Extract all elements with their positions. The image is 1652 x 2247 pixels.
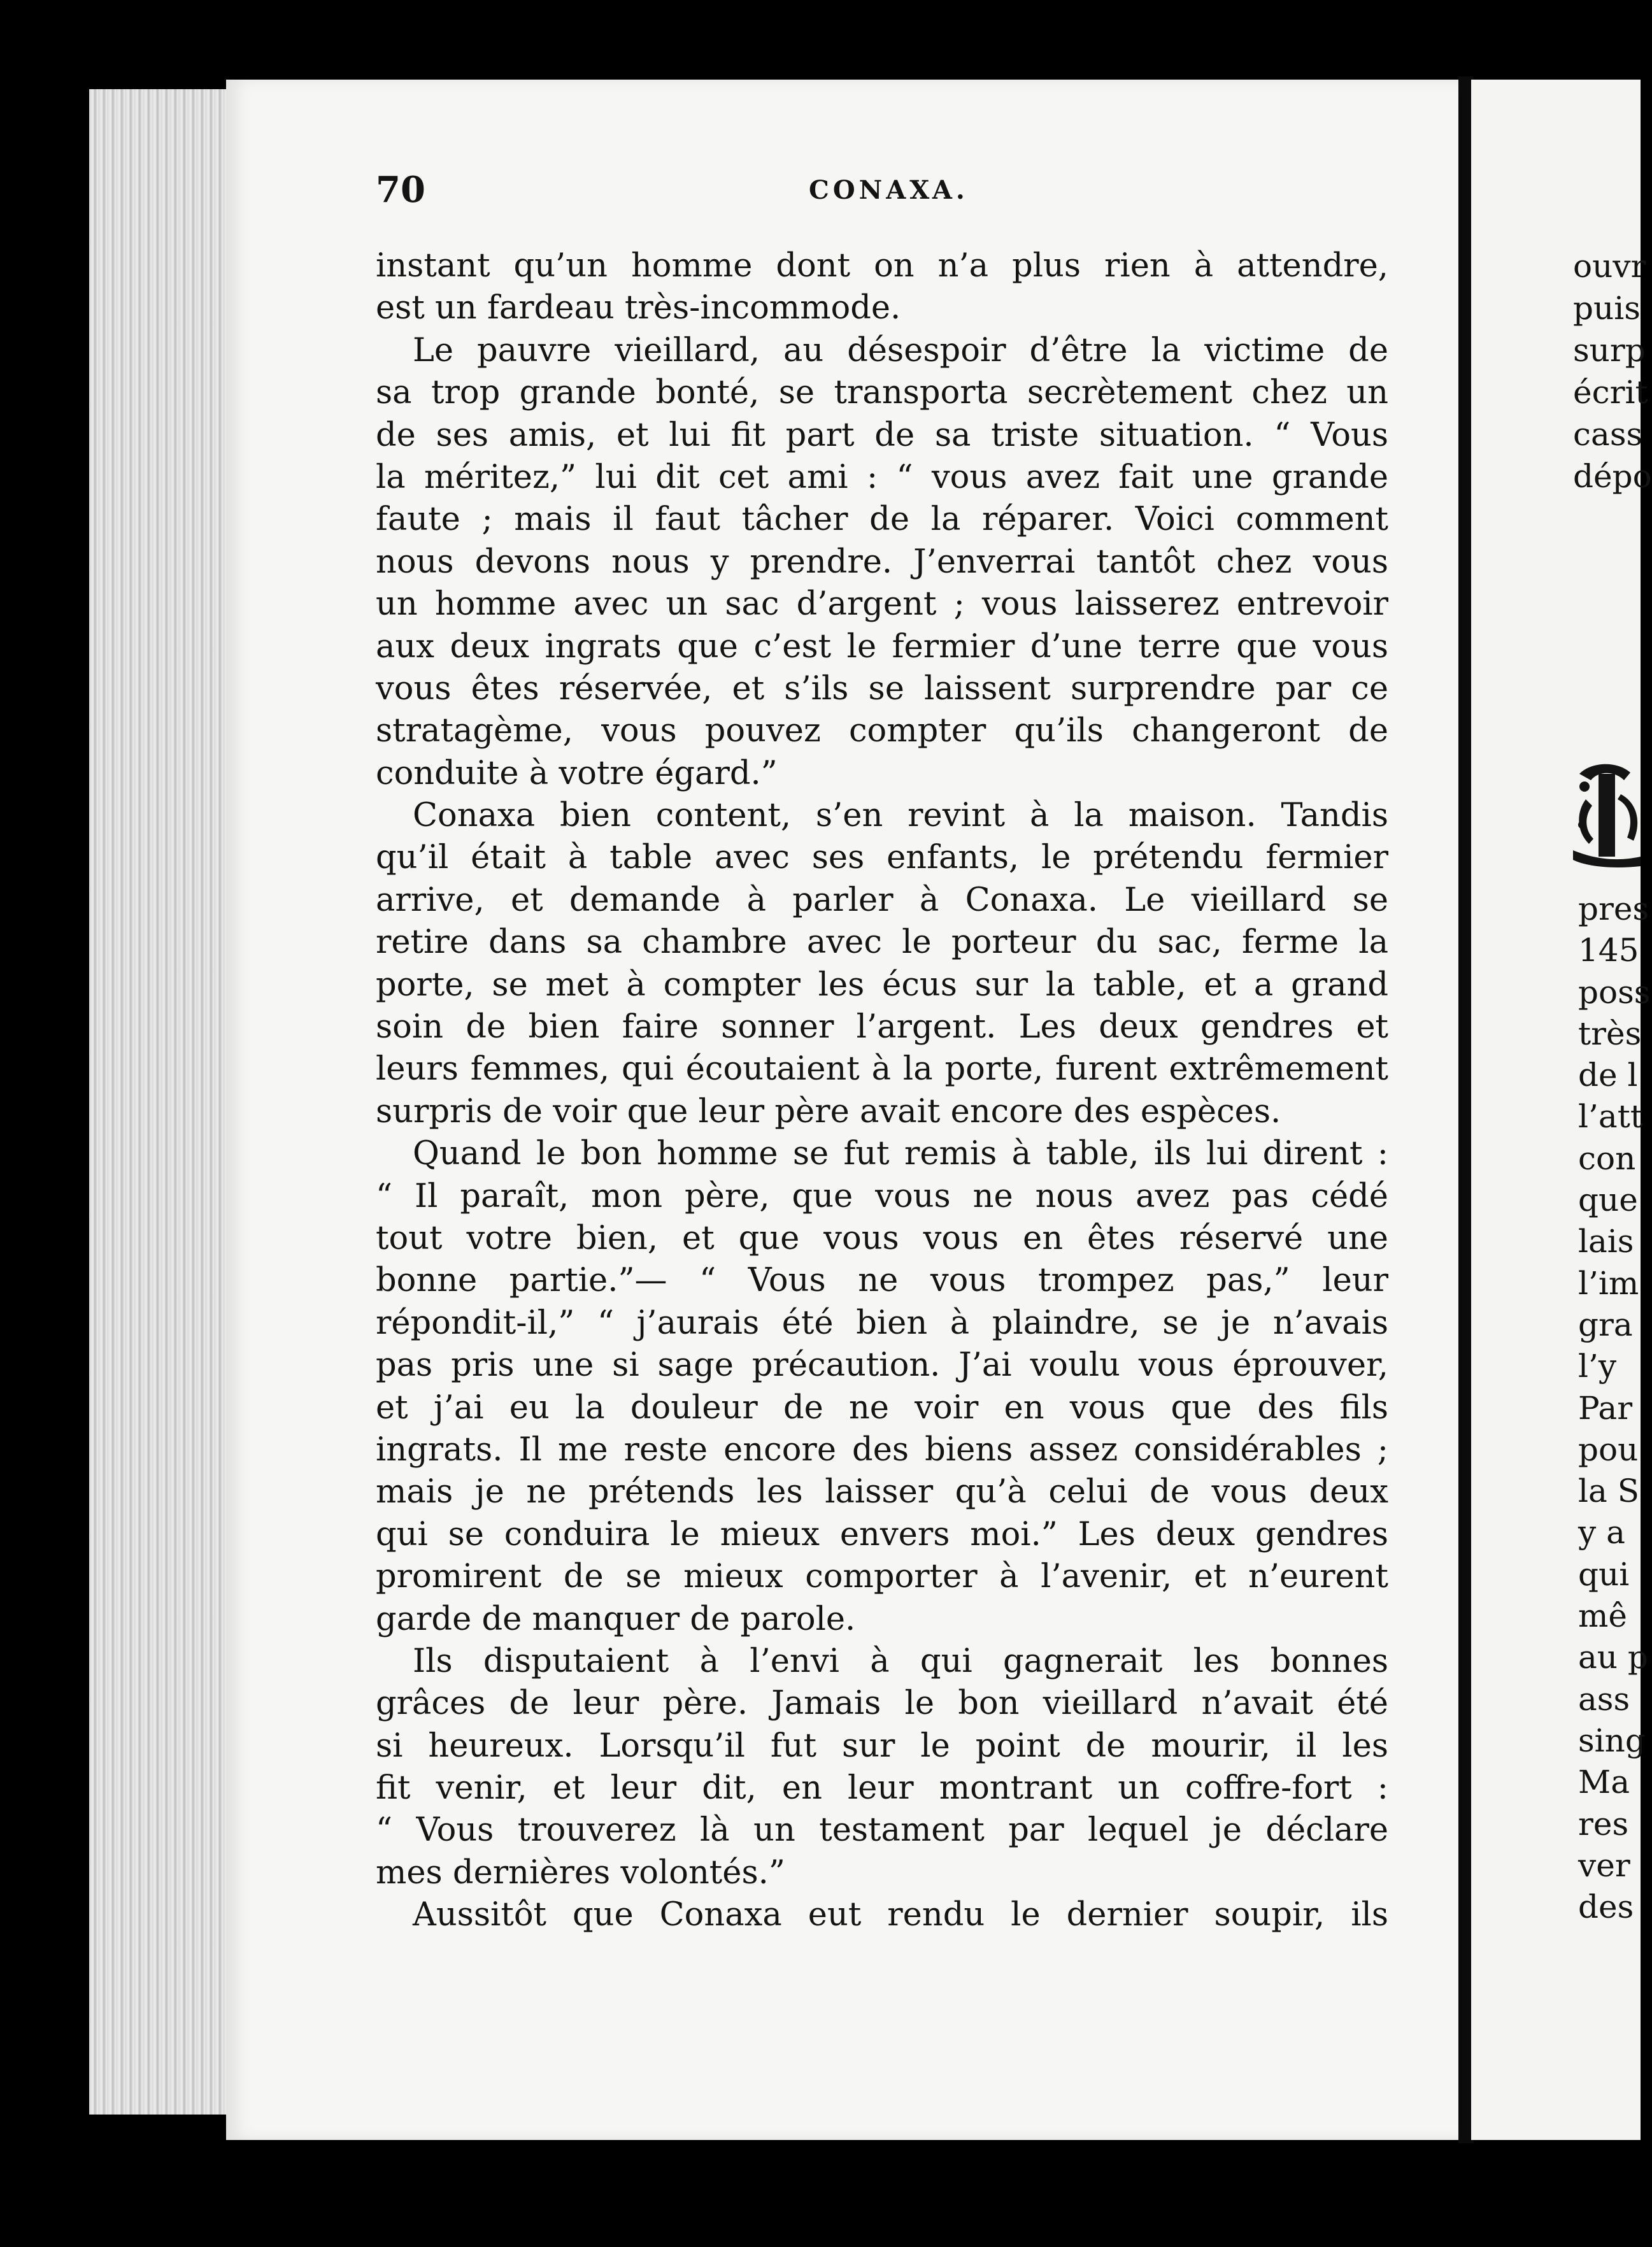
right-page-lower-fragments — [1578, 888, 1651, 1928]
text-line: vous êtes réservée, et s’ils se laissent surprendre par ce — [376, 669, 1388, 708]
fragment-line: pou — [1578, 1430, 1639, 1468]
text-line: tout votre bien, et que vous vous en êtes réservé une — [376, 1219, 1388, 1257]
fragment-line: l’att — [1578, 1098, 1643, 1136]
text-line: répondit-il,” “ j’aurais été bien à plaindre, se je n’avais — [376, 1304, 1388, 1342]
text-line: porte, se met à compter les écus sur la table, et a grand — [376, 966, 1388, 1004]
text-line: mais je ne prétends les laisser qu’à celui de vous deux — [376, 1473, 1388, 1511]
text-line: qui se conduira le mieux envers moi.” Les deux gendres — [376, 1515, 1388, 1553]
fragment-line: pres — [1578, 890, 1649, 927]
text-line: pas pris une si sage précaution. J’ai voulu vous éprouver, — [376, 1346, 1388, 1385]
fragment-line: Ma — [1578, 1764, 1630, 1801]
fragment-line: poss — [1578, 973, 1651, 1011]
fragment-line: l’y — [1578, 1348, 1617, 1385]
fragment-line: l’im — [1578, 1264, 1639, 1302]
fragment-line: res — [1578, 1805, 1629, 1843]
fragment-line: sing — [1578, 1722, 1646, 1759]
text-line: Ils disputaient à l’envi à qui gagnerait les bonnes — [413, 1642, 1388, 1680]
fragment-line: ver — [1578, 1846, 1630, 1884]
fragment-line: écrit — [1573, 374, 1648, 411]
text-line: bonne partie.”— “ Vous ne vous trompez pas,” leur — [376, 1262, 1388, 1300]
fragment-line: la S — [1578, 1473, 1639, 1510]
fragment-line: lais — [1578, 1223, 1634, 1260]
text-line: nous devons nous y prendre. J’enverrai tantôt chez vous — [376, 543, 1388, 581]
fragment-line: ouvr — [1573, 248, 1646, 285]
fragment-line: surp — [1573, 332, 1646, 369]
fragment-line: des — [1578, 1888, 1634, 1926]
text-line: surpris de voir que leur père avait encore des espèces. — [376, 1092, 1281, 1131]
fragment-line: au p — [1578, 1639, 1648, 1676]
running-head — [376, 169, 1407, 220]
fragment-line: Par — [1578, 1389, 1633, 1427]
text-line: Quand le bon homme se fut remis à table, ils lui dirent : — [413, 1135, 1388, 1173]
text-line: grâces de leur père. Jamais le bon vieillard n’avait été — [376, 1685, 1388, 1723]
fragment-line: très — [1578, 1015, 1642, 1052]
fragment-line: gra — [1578, 1306, 1633, 1343]
fragment-line: ass — [1578, 1680, 1630, 1718]
text-line: faute ; mais il faut tâcher de la réparer. Voici comment — [376, 501, 1388, 539]
text-line: Aussitôt que Conaxa eut rendu le dernier soupir, ils — [413, 1896, 1388, 1934]
ornamental-dropcap-icon — [1573, 761, 1641, 869]
page-edges — [89, 89, 242, 2115]
text-line: si heureux. Lorsqu’il fut sur le point de mourir, il les — [376, 1727, 1388, 1765]
fragment-line: y a — [1578, 1514, 1625, 1552]
text-line: ingrats. Il me reste encore des biens assez considérables ; — [376, 1430, 1388, 1469]
text-line: est un fardeau très-incommode. — [376, 289, 901, 327]
text-line: mes dernières volontés.” — [376, 1853, 785, 1892]
text-line: la méritez,” lui dit cet ami : “ vous avez fait une grande — [376, 458, 1388, 496]
text-line: retire dans sa chambre avec le porteur du sac, ferme la — [376, 924, 1388, 962]
fragment-line: qui — [1578, 1555, 1630, 1593]
fragment-line: dépo — [1573, 458, 1652, 495]
text-line: un homme avec un sac d’argent ; vous laisserez entrevoir — [376, 585, 1388, 624]
text-line: conduite à votre égard.” — [376, 754, 778, 792]
page-number: 70 — [376, 169, 425, 211]
fragment-line: que — [1578, 1181, 1638, 1219]
text-line: stratagème, vous pouvez compter qu’ils changeront de — [376, 712, 1388, 750]
running-title: CONAXA. — [809, 175, 969, 205]
text-line: sa trop grande bonté, se transporta secrètement chez un — [376, 374, 1388, 412]
text-line: arrive, et demande à parler à Conaxa. Le vieillard se — [376, 881, 1388, 919]
text-line: fit venir, et leur dit, en leur montrant un coffre-fort : — [376, 1769, 1388, 1808]
text-line: instant qu’un homme dont on n’a plus rien à attendre, — [376, 247, 1388, 285]
text-line: Conaxa bien content, s’en revint à la maison. Tandis — [413, 797, 1388, 835]
fragment-line: de l — [1578, 1057, 1638, 1094]
text-line: “ Vous trouverez là un testament par lequel je déclare — [376, 1811, 1388, 1850]
right-page-upper-fragments — [1573, 245, 1652, 497]
fragment-line: con — [1578, 1139, 1636, 1177]
text-line: garde de manquer de parole. — [376, 1600, 856, 1638]
left-page-body — [376, 245, 1388, 1937]
text-line: qu’il était à table avec ses enfants, le prétendu fermier — [376, 839, 1388, 877]
text-line: aux deux ingrats que c’est le fermier d’une terre que vous — [376, 627, 1388, 666]
text-line: “ Il paraît, mon père, que vous ne nous avez pas cédé — [376, 1177, 1388, 1215]
fragment-line: cass — [1573, 416, 1643, 453]
fragment-line: puis — [1573, 290, 1641, 327]
fragment-line: 145 — [1578, 932, 1639, 969]
fragment-line: mê — [1578, 1597, 1628, 1635]
text-line: soin de bien faire sonner l’argent. Les deux gendres et — [376, 1008, 1388, 1046]
text-line: et j’ai eu la douleur de ne voir en vous que des fils — [376, 1388, 1388, 1427]
text-line: promirent de se mieux comporter à l’avenir, et n’eurent — [376, 1558, 1388, 1596]
text-line: de ses amis, et lui fit part de sa triste situation. “ Vous — [376, 416, 1388, 454]
text-line: Le pauvre vieillard, au désespoir d’être la victime de — [413, 331, 1388, 369]
text-line: leurs femmes, qui écoutaient à la porte, furent extrêmement — [376, 1050, 1388, 1088]
